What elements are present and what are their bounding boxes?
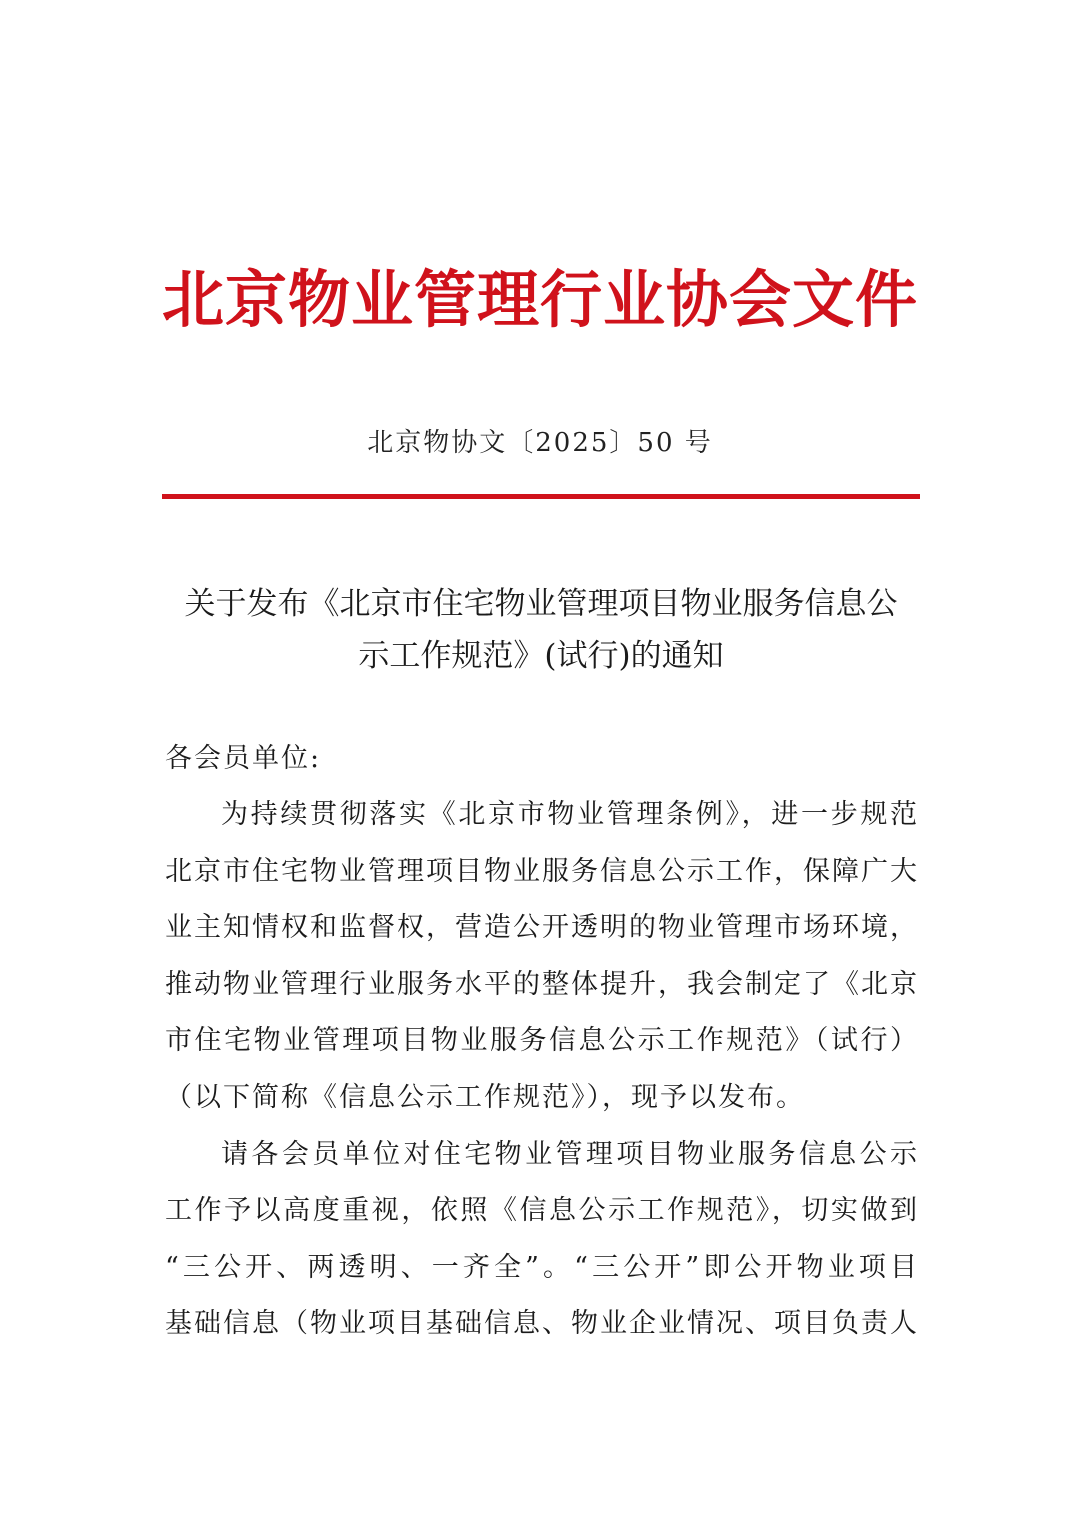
document-title-line-1: 关于发布《北京市住宅物业管理项目物业服务信息公 bbox=[184, 586, 898, 622]
paragraph-line: 市住宅物业管理项目物业服务信息公示工作规范》（试行） bbox=[165, 1025, 917, 1057]
paragraph-line: 为持续贯彻落实《北京市物业管理条例》，进一步规范 bbox=[221, 799, 917, 830]
red-divider-line bbox=[162, 494, 920, 499]
document-title-line-2: 示工作规范》(试行)的通知 bbox=[358, 638, 724, 674]
paragraph-2 bbox=[165, 1127, 917, 1353]
org-header-title: 北京物业管理行业协会文件 bbox=[161, 263, 918, 336]
document-body bbox=[165, 730, 917, 1353]
paragraph-line: 工作予以高度重视，依照《信息公示工作规范》，切实做到 bbox=[165, 1195, 917, 1227]
paragraph-line: 推动物业管理行业服务水平的整体提升，我会制定了《北京 bbox=[165, 968, 917, 1000]
paragraph-1 bbox=[165, 787, 917, 1127]
document-number: 北京物协文〔2025〕50 号 bbox=[367, 428, 713, 458]
paragraph-line: “三公开、两透明、一齐全”。“三公开”即公开物业项目 bbox=[165, 1251, 917, 1283]
document-title bbox=[162, 578, 920, 682]
salutation: 各会员单位: bbox=[165, 743, 322, 774]
paragraph-line: 请各会员单位对住宅物业管理项目物业服务信息公示 bbox=[221, 1138, 917, 1170]
paragraph-line: 北京市住宅物业管理项目物业服务信息公示工作，保障广大 bbox=[165, 855, 917, 887]
paragraph-line: 业主知情权和监督权，营造公开透明的物业管理市场环境， bbox=[165, 912, 917, 944]
paragraph-line: 基础信息（物业项目基础信息、物业企业情况、项目负责人 bbox=[165, 1308, 917, 1340]
paragraph-line: （以下简称《信息公示工作规范》），现予以发布。 bbox=[165, 1081, 805, 1113]
